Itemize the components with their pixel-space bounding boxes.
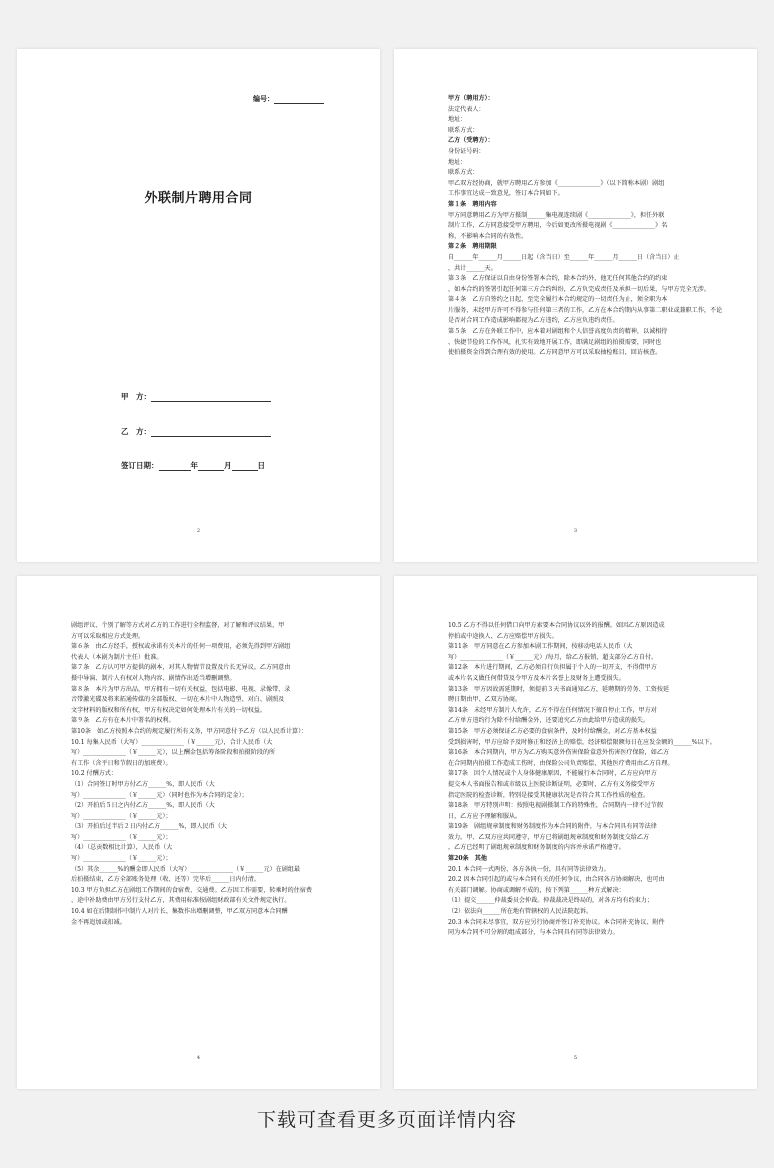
contract-number-label: 编号： (253, 94, 274, 103)
party-a-field (121, 391, 271, 402)
text-line: 写）______________（￥______元）； (71, 833, 172, 841)
text-line: 写）______________（￥______元）； (71, 812, 172, 820)
text-line: 受到损害时，甲方应给予及时修正和经济上的赔偿，经济赔偿限额每日在应发金额的______%以下。 (448, 738, 716, 746)
text-line: 10.3 甲方负担乙方在剧组工作期间的食宿费、交通费。乙方因工作需要，转乘时的住宿费 (71, 886, 312, 894)
text-line: 乙方（受聘方）： (448, 137, 494, 145)
text-line: 工作事宜达成一致意见，签订本合同如下。 (448, 190, 564, 198)
month-blank (198, 462, 224, 471)
text-line: 10.1 每集人民币（大写）______________（￥______元），合计人民币（大 (71, 738, 273, 746)
text-line: 第17条 因个人情况或个人身体健康原因，不能履行本合同时，乙方应向甲方 (448, 770, 657, 778)
text-line: 甲方同意聘用乙方为甲方摄制______集电视连续剧《______________》，担任外联 (448, 211, 665, 219)
text-line: （2）依法向______所在地有管辖权的人民法院起诉。 (448, 908, 593, 916)
contract-number-field (253, 94, 324, 104)
text-line: 第４条 乙方自签约之日起，至完全履行本合约规定的一切责任为止，须全职为本 (448, 296, 668, 304)
text-line: 第９条 乙方有在本片中署名的权利。 (71, 717, 175, 725)
text-line: （4）（总贡数相比计算），人民币（大 (71, 844, 173, 852)
text-line: 使拍摄资金得到合理有效的使用。乙方同意甲方可以采取抽检账目，回访核查。 (448, 349, 662, 357)
year-label: 年 (190, 461, 198, 470)
text-line: 停拍或中途换人、乙方应赔偿甲方损失。 (448, 632, 558, 640)
text-line: 第３条 乙方保证以自由身份签署本合约，除本合约外，他无任何其他合约的约束 (448, 275, 668, 283)
text-line: 聘日期由甲、乙双方协商。 (448, 696, 522, 704)
contract-page-5 (394, 576, 757, 1089)
text-line: （1）合同签订时甲方付乙方______%，即人民币（大 (71, 780, 215, 788)
text-line: 写）______________（￥______元）/每月，给乙方报销，超支部分乙方自付。 (448, 653, 658, 661)
text-line: 第７条 乙方认可甲方提供的剧本，对其人物情节设置及片长无异议。乙方同意由 (71, 664, 291, 672)
text-line: 甲方（聘用方）： (448, 95, 494, 102)
text-line: 乙方单方违约行为除不付给酬金外，还要追究乙方由此给甲方造成的损失。 (448, 717, 650, 725)
contract-page-4 (17, 576, 380, 1089)
party-b-field (121, 426, 271, 437)
text-line: 在合同期内拍摄工作造成工伤时，由保险公司负责赔偿，其他医疗费用由乙方自理。 (448, 759, 674, 767)
text-line: 10.2 付酬方式： (71, 770, 117, 778)
page-4-body (71, 621, 348, 928)
text-line: 方可以采取相应方式处理。 (71, 632, 145, 640)
day-blank (232, 462, 258, 471)
month-label: 月 (224, 461, 232, 470)
text-line: 写）______________（￥______元）（同时也作为本合同的定金）； (71, 791, 248, 799)
text-line: 第10条 如乙方按照本合约的规定履行所有义务，甲方同意付予乙方（以人民币计算）： (71, 727, 308, 735)
text-line: 自______年______月______日起（含当日）至______年______月______日（含当日）止 (448, 253, 680, 261)
text-line: 有关部门调解。协商或调解不成的，按下列第______种方式解决： (448, 886, 625, 894)
text-line: 20.3 本合同未尽事宜，双方应另行协商并签订补充协议。本合同补充协议、附件 (448, 918, 665, 926)
contract-page-2 (17, 49, 380, 562)
text-line: 、途中补助费由甲方另行支付乙方，其费用标准按剧组财政部有关文件规定执行。 (71, 897, 291, 905)
party-b-label: 乙 方： (121, 427, 151, 436)
text-line: 20.1 本合同一式两份，各方各执一份，具有同等法律效力。 (448, 865, 610, 873)
text-line: 法定代表人： (448, 105, 485, 113)
year-blank (159, 462, 191, 471)
page-number: 5 (573, 1055, 578, 1061)
text-line: 称，不影响本合同的有效性。 (448, 232, 528, 240)
text-line: 第２条 聘用期限 (448, 243, 497, 251)
text-line: 或本片名义做任何借贷及令甲方及本片名誉上及财务上遭受损失。 (448, 674, 625, 682)
text-line: 、快捷节俭的工作作风，扎实有效地开展工作，即满足剧组的拍摄需要，同时也 (448, 338, 662, 346)
text-line: 地址： (448, 116, 467, 124)
text-line: 甲乙双方经协商，就甲方聘用乙方参加《______________》（以下简称本剧）剧组 (448, 179, 665, 187)
text-line: ，共计______天。 (448, 264, 497, 272)
text-line: 第11条 甲方同意在乙方参加本剧工作期间，按移动电话人民币（大 (448, 643, 633, 651)
page-5-body (448, 621, 725, 939)
text-line: 20.2 因本合同引起的或与本合同有关的任何争议，由合同各方协商解决，也可由 (448, 876, 665, 884)
text-line: 联系方式： (448, 169, 479, 177)
text-line: （2）开拍后５日之内付乙方______%，即人民币（大 (71, 802, 215, 810)
text-line: 后拍摄结束，乙方全部账务处理（收、还等）完毕后______日内付清。 (71, 876, 260, 884)
text-line: 提交本人书面报告和或市级以上医院诊断证明，必要时，乙方有义务接受甲方 (448, 780, 656, 788)
text-line: ，如本合约的签署引起任何第三方合约纠纷，乙方负完成责任及承担一切后果，与甲方完全无涉。 (448, 285, 711, 293)
text-line: （1）提交______仲裁委员会仲裁。仲裁裁决是终局的，对各方均有约束力； (448, 897, 653, 905)
text-line: 第12条 本片进行期间，乙方必须自行负担属于个人的一切开支，不得借甲方 (448, 664, 657, 672)
page-number: 4 (196, 1055, 201, 1061)
text-line: 摄中导演、制片人有权对人物内容、剧情作出适当增删调整。 (71, 674, 236, 682)
text-line: 是否对合同工作造成影响都视为乙方违约，乙方应负违约责任。 (448, 317, 619, 325)
text-line: 金不再追加或扣减。 (71, 918, 126, 926)
text-line: 第５条 乙方在外联工作中，应本着对剧组和个人信誉高度负责的精神，以诚相待 (448, 328, 668, 336)
text-line: 第１条 聘用内容 (448, 200, 497, 208)
page-3-body (448, 94, 725, 359)
text-line: 音带激光碟及将来拓通传媒的全部版权、一切在本片中人物造型、对白、剧照及 (71, 696, 285, 704)
text-line: 写）______________（￥______元），以上酬金包括筹备阶段和拍摄阶段的所 (71, 749, 276, 757)
text-line: 有工作（含平日和节假日的加班费）。 (71, 759, 172, 767)
text-line: 效力。甲、乙双方应共同遵守，甲方已将剧组规章制度和财务制度交给乙方 (448, 833, 650, 841)
party-b-blank (151, 428, 271, 437)
text-line: 指定医院的检查诊断，特别是接受其健康状况是否符合其工作性质的检查。 (448, 791, 650, 799)
text-line: 第16条 本合同期内，甲方为乙方购买意外伤害保险盒意外伤害医疗保险，如乙方 (448, 749, 670, 757)
text-line: 代表人（本剧为制片主任）批准。 (71, 653, 163, 661)
text-line: 日，乙方应予理解和服从。 (448, 812, 522, 820)
text-line: 地址： (448, 158, 467, 166)
text-line: 身份证号码： (448, 147, 485, 155)
text-line: 第８条 本片为甲方出品，甲方拥有一切有关权益，包括电影、电视、录像带、录 (71, 685, 291, 693)
sign-date-field (121, 460, 265, 471)
day-label: 日 (257, 461, 265, 470)
text-line: 联系方式： (448, 126, 479, 134)
party-a-blank (151, 393, 271, 402)
contract-number-blank (274, 95, 324, 104)
text-line: 第６条 由乙方经手，授权或承诺有关本片的任何一项费用，必须先得到甲方剧组 (71, 643, 291, 651)
text-line: （3）开拍后过半后２日内付乙方______%，即人民币（大 (71, 823, 227, 831)
text-line: 第13条 甲方因故需延期时，须提前３天书面通知乙方，延聘期的劳务、工资按延 (448, 685, 670, 693)
text-line: 第15条 甲方必须保证乙方必要的食宿条件，及时付给酬金，对乙方基本权益 (448, 727, 657, 735)
contract-title: 外联制片聘用合同 (144, 191, 253, 206)
party-a-label: 甲 方： (121, 392, 151, 401)
text-line: 制片工作，乙方同意接受甲方聘用，今后如更改所摄电视剧《______________》名 (448, 222, 668, 230)
text-line: 文字材料的版权和所有权，甲方有权决定如何处理本片有关的一切权益。 (71, 706, 266, 714)
text-line: 第18条 甲方特别声明：按照电视剧摄制工作的特殊性，合同期内一律不过节假 (448, 802, 663, 810)
sign-date-label: 签订日期： (121, 461, 159, 470)
text-line: 10.5 乙方不得以任何借口向甲方索要本合同协议以外的报酬。如因乙方原因造成 (448, 622, 665, 629)
text-line: 第19条 剧组规章制度和财务制度作为本合同的附件，与本合同具有同等法律 (448, 823, 657, 831)
text-line: 剧组评议、个别了解等方式对乙方的工作进行全程监督，对了解和评议结果，甲 (71, 622, 285, 629)
text-line: ，乙方已经明了剧组规章制度和财务制度的内容并承诺严格遵守。 (448, 844, 625, 852)
text-line: （5）其余______%的酬金即人民币（大写）______________（￥______元）在剧组最 (71, 865, 301, 873)
text-line: 10.4 如在后期制作中制片人对片长、集数作出增删调整，甲乙双方同意本合同酬 (71, 908, 288, 916)
text-line: 第20条 其他 (448, 855, 487, 863)
download-more-banner[interactable]: 下载可查看更多页面详情内容 (256, 1109, 517, 1131)
page-number: 3 (573, 528, 578, 534)
page-number: 2 (196, 528, 201, 534)
contract-page-3 (394, 49, 757, 562)
text-line: 写）______________（￥______元）； (71, 855, 172, 863)
text-line: 第14条 未经甲方制片人允许，乙方不得在任何情况下擅自停止工作，甲方对 (448, 706, 657, 714)
text-line: 同为本合同不可分割的组成部分，与本合同具有同等法律效力。 (448, 929, 619, 937)
text-line: 片服务，未经甲方许可不得参与任何第三者的工作，乙方在本合约期内从事第二职业或兼职工作，不论 (448, 306, 723, 314)
